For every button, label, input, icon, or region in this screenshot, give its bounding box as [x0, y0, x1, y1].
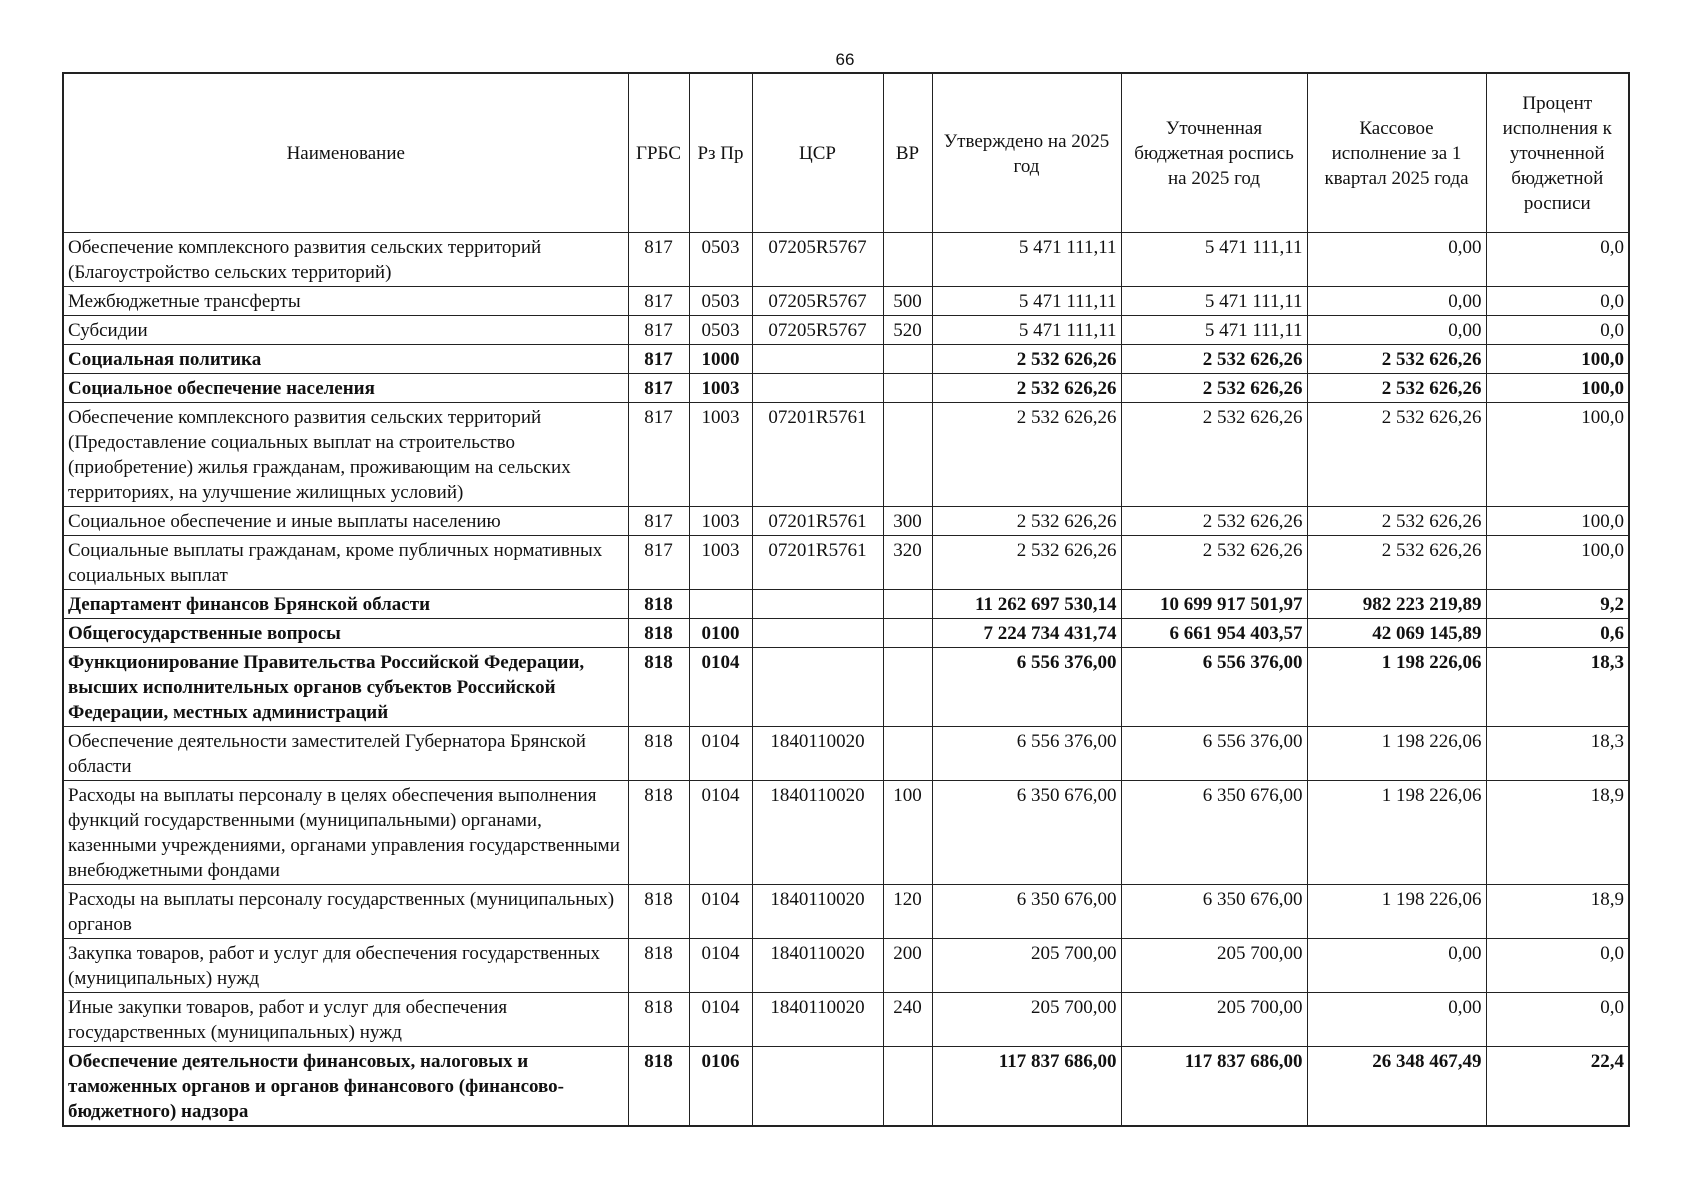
- cell-approved: 2 532 626,26: [932, 403, 1121, 507]
- cell-grbs: 818: [628, 619, 689, 648]
- cell-csr: [752, 590, 883, 619]
- cell-rzpr: 0503: [689, 316, 752, 345]
- cell-cash: 1 198 226,06: [1307, 781, 1486, 885]
- cell-rzpr: 0503: [689, 233, 752, 287]
- cell-cash: 0,00: [1307, 287, 1486, 316]
- budget-table: [62, 72, 1630, 1127]
- cell-name: Социальное обеспечение населения: [63, 374, 628, 403]
- cell-cash: 2 532 626,26: [1307, 507, 1486, 536]
- cell-name: Обеспечение комплексного развития сельских территорий (Предоставление социальных выплат на строительство (приобретение) жилья гражданам, проживающим на сельских территориях, на улучшение жилищных условий): [63, 403, 628, 507]
- cell-name: Социальная политика: [63, 345, 628, 374]
- cell-percent: 100,0: [1486, 507, 1629, 536]
- cell-grbs: 817: [628, 233, 689, 287]
- cell-percent: 9,2: [1486, 590, 1629, 619]
- cell-cash: 26 348 467,49: [1307, 1047, 1486, 1127]
- cell-name: Общегосударственные вопросы: [63, 619, 628, 648]
- cell-vr: 100: [883, 781, 932, 885]
- cell-rzpr: 0104: [689, 993, 752, 1047]
- table-row: [63, 507, 1629, 536]
- cell-name: Расходы на выплаты персоналу в целях обеспечения выполнения функций государственными (муниципальными) органами, казенными учреждениями, органами управления государственными внебюджетными фондами: [63, 781, 628, 885]
- cell-grbs: 817: [628, 287, 689, 316]
- cell-approved: 7 224 734 431,74: [932, 619, 1121, 648]
- cell-csr: [752, 648, 883, 727]
- cell-grbs: 817: [628, 345, 689, 374]
- header-percent: Процент исполнения к уточненной бюджетной росписи: [1486, 73, 1629, 233]
- cell-percent: 0,0: [1486, 993, 1629, 1047]
- cell-percent: 18,3: [1486, 648, 1629, 727]
- cell-cash: 2 532 626,26: [1307, 374, 1486, 403]
- cell-cash: 982 223 219,89: [1307, 590, 1486, 619]
- table-row: [63, 287, 1629, 316]
- cell-vr: 200: [883, 939, 932, 993]
- cell-vr: 240: [883, 993, 932, 1047]
- table-row: [63, 885, 1629, 939]
- cell-vr: [883, 1047, 932, 1127]
- cell-name: Социальные выплаты гражданам, кроме публичных нормативных социальных выплат: [63, 536, 628, 590]
- cell-rzpr: 0503: [689, 287, 752, 316]
- cell-vr: [883, 374, 932, 403]
- cell-name: Иные закупки товаров, работ и услуг для обеспечения государственных (муниципальных) нужд: [63, 993, 628, 1047]
- cell-cash: 0,00: [1307, 993, 1486, 1047]
- cell-vr: [883, 233, 932, 287]
- cell-approved: 205 700,00: [932, 939, 1121, 993]
- header-refined: Уточненная бюджетная роспись на 2025 год: [1121, 73, 1307, 233]
- cell-grbs: 818: [628, 727, 689, 781]
- cell-vr: [883, 619, 932, 648]
- cell-grbs: 817: [628, 374, 689, 403]
- cell-cash: 42 069 145,89: [1307, 619, 1486, 648]
- cell-name: Межбюджетные трансферты: [63, 287, 628, 316]
- cell-rzpr: 1003: [689, 507, 752, 536]
- cell-name: Департамент финансов Брянской области: [63, 590, 628, 619]
- cell-approved: 6 556 376,00: [932, 727, 1121, 781]
- cell-refined: 5 471 111,11: [1121, 233, 1307, 287]
- cell-csr: 07205R5767: [752, 233, 883, 287]
- header-approved: Утверждено на 2025 год: [932, 73, 1121, 233]
- cell-vr: 300: [883, 507, 932, 536]
- table-row: [63, 619, 1629, 648]
- cell-percent: 100,0: [1486, 345, 1629, 374]
- cell-grbs: 818: [628, 648, 689, 727]
- cell-vr: [883, 727, 932, 781]
- cell-vr: [883, 648, 932, 727]
- header-cash: Кассовое исполнение за 1 квартал 2025 года: [1307, 73, 1486, 233]
- cell-percent: 0,0: [1486, 233, 1629, 287]
- page-number: 66: [835, 50, 855, 69]
- header-rzpr: Рз Пр: [689, 73, 752, 233]
- cell-percent: 18,9: [1486, 885, 1629, 939]
- cell-percent: 0,0: [1486, 939, 1629, 993]
- cell-vr: 500: [883, 287, 932, 316]
- cell-approved: 11 262 697 530,14: [932, 590, 1121, 619]
- cell-approved: 6 556 376,00: [932, 648, 1121, 727]
- cell-percent: 100,0: [1486, 374, 1629, 403]
- table-row: [63, 993, 1629, 1047]
- cell-grbs: 817: [628, 316, 689, 345]
- cell-cash: 2 532 626,26: [1307, 345, 1486, 374]
- cell-csr: 1840110020: [752, 885, 883, 939]
- cell-cash: 0,00: [1307, 233, 1486, 287]
- cell-approved: 2 532 626,26: [932, 507, 1121, 536]
- table-row: [63, 345, 1629, 374]
- cell-csr: [752, 345, 883, 374]
- cell-percent: 0,0: [1486, 287, 1629, 316]
- cell-name: Функционирование Правительства Российской Федерации, высших исполнительных органов субъектов Российской Федерации, местных администраций: [63, 648, 628, 727]
- cell-refined: 10 699 917 501,97: [1121, 590, 1307, 619]
- header-vr: ВР: [883, 73, 932, 233]
- cell-csr: [752, 619, 883, 648]
- table-row: [63, 939, 1629, 993]
- table-row: [63, 403, 1629, 507]
- cell-rzpr: 1000: [689, 345, 752, 374]
- cell-grbs: 817: [628, 507, 689, 536]
- cell-refined: 117 837 686,00: [1121, 1047, 1307, 1127]
- cell-refined: 6 661 954 403,57: [1121, 619, 1307, 648]
- cell-rzpr: 0104: [689, 727, 752, 781]
- cell-csr: 1840110020: [752, 727, 883, 781]
- cell-refined: 6 350 676,00: [1121, 781, 1307, 885]
- cell-name: Расходы на выплаты персоналу государственных (муниципальных) органов: [63, 885, 628, 939]
- cell-vr: 520: [883, 316, 932, 345]
- cell-refined: 5 471 111,11: [1121, 316, 1307, 345]
- cell-cash: 1 198 226,06: [1307, 885, 1486, 939]
- cell-rzpr: 0104: [689, 648, 752, 727]
- table-row: [63, 316, 1629, 345]
- cell-csr: 1840110020: [752, 993, 883, 1047]
- cell-approved: 2 532 626,26: [932, 536, 1121, 590]
- cell-percent: 18,9: [1486, 781, 1629, 885]
- table-row: [63, 590, 1629, 619]
- cell-rzpr: 1003: [689, 403, 752, 507]
- cell-percent: 0,6: [1486, 619, 1629, 648]
- cell-refined: 6 556 376,00: [1121, 648, 1307, 727]
- cell-cash: 0,00: [1307, 939, 1486, 993]
- table-body: [63, 233, 1629, 1127]
- cell-approved: 2 532 626,26: [932, 345, 1121, 374]
- cell-grbs: 818: [628, 993, 689, 1047]
- cell-refined: 2 532 626,26: [1121, 345, 1307, 374]
- cell-csr: 1840110020: [752, 939, 883, 993]
- cell-refined: 2 532 626,26: [1121, 374, 1307, 403]
- cell-cash: 0,00: [1307, 316, 1486, 345]
- table-row: [63, 233, 1629, 287]
- cell-cash: 1 198 226,06: [1307, 727, 1486, 781]
- table-row: [63, 781, 1629, 885]
- table-row: [63, 374, 1629, 403]
- cell-grbs: 817: [628, 403, 689, 507]
- cell-refined: 205 700,00: [1121, 939, 1307, 993]
- cell-refined: 2 532 626,26: [1121, 403, 1307, 507]
- cell-name: Социальное обеспечение и иные выплаты населению: [63, 507, 628, 536]
- cell-csr: 07205R5767: [752, 287, 883, 316]
- cell-csr: 1840110020: [752, 781, 883, 885]
- cell-rzpr: 0106: [689, 1047, 752, 1127]
- cell-approved: 2 532 626,26: [932, 374, 1121, 403]
- cell-vr: 120: [883, 885, 932, 939]
- cell-csr: 07201R5761: [752, 507, 883, 536]
- cell-cash: 2 532 626,26: [1307, 403, 1486, 507]
- cell-vr: [883, 403, 932, 507]
- cell-percent: 100,0: [1486, 536, 1629, 590]
- cell-refined: 2 532 626,26: [1121, 536, 1307, 590]
- cell-approved: 6 350 676,00: [932, 885, 1121, 939]
- cell-rzpr: 0104: [689, 885, 752, 939]
- cell-name: Обеспечение деятельности заместителей Губернатора Брянской области: [63, 727, 628, 781]
- cell-csr: [752, 1047, 883, 1127]
- cell-grbs: 817: [628, 536, 689, 590]
- cell-name: Обеспечение деятельности финансовых, налоговых и таможенных органов и органов финансового (финансово-бюджетного) надзора: [63, 1047, 628, 1127]
- header-row: [63, 73, 1629, 233]
- cell-csr: [752, 374, 883, 403]
- cell-percent: 0,0: [1486, 316, 1629, 345]
- cell-grbs: 818: [628, 885, 689, 939]
- cell-vr: [883, 345, 932, 374]
- cell-refined: 6 350 676,00: [1121, 885, 1307, 939]
- cell-percent: 22,4: [1486, 1047, 1629, 1127]
- cell-grbs: 818: [628, 781, 689, 885]
- cell-vr: [883, 590, 932, 619]
- table-row: [63, 536, 1629, 590]
- cell-approved: 5 471 111,11: [932, 233, 1121, 287]
- cell-grbs: 818: [628, 1047, 689, 1127]
- cell-approved: 5 471 111,11: [932, 287, 1121, 316]
- cell-percent: 18,3: [1486, 727, 1629, 781]
- cell-name: Обеспечение комплексного развития сельских территорий (Благоустройство сельских территорий): [63, 233, 628, 287]
- cell-refined: 2 532 626,26: [1121, 507, 1307, 536]
- cell-csr: 07205R5767: [752, 316, 883, 345]
- cell-rzpr: 0100: [689, 619, 752, 648]
- cell-rzpr: 1003: [689, 374, 752, 403]
- cell-rzpr: 1003: [689, 536, 752, 590]
- cell-rzpr: 0104: [689, 781, 752, 885]
- header-name: Наименование: [63, 73, 628, 233]
- header-grbs: ГРБС: [628, 73, 689, 233]
- cell-vr: 320: [883, 536, 932, 590]
- cell-rzpr: 0104: [689, 939, 752, 993]
- cell-percent: 100,0: [1486, 403, 1629, 507]
- cell-cash: 1 198 226,06: [1307, 648, 1486, 727]
- cell-grbs: 818: [628, 590, 689, 619]
- cell-refined: 5 471 111,11: [1121, 287, 1307, 316]
- cell-refined: 6 556 376,00: [1121, 727, 1307, 781]
- cell-approved: 5 471 111,11: [932, 316, 1121, 345]
- table-row: [63, 648, 1629, 727]
- cell-grbs: 818: [628, 939, 689, 993]
- cell-rzpr: [689, 590, 752, 619]
- cell-csr: 07201R5761: [752, 403, 883, 507]
- header-csr: ЦСР: [752, 73, 883, 233]
- cell-cash: 2 532 626,26: [1307, 536, 1486, 590]
- cell-approved: 205 700,00: [932, 993, 1121, 1047]
- cell-csr: 07201R5761: [752, 536, 883, 590]
- cell-refined: 205 700,00: [1121, 993, 1307, 1047]
- table-row: [63, 727, 1629, 781]
- cell-approved: 6 350 676,00: [932, 781, 1121, 885]
- cell-name: Субсидии: [63, 316, 628, 345]
- cell-approved: 117 837 686,00: [932, 1047, 1121, 1127]
- cell-name: Закупка товаров, работ и услуг для обеспечения государственных (муниципальных) нужд: [63, 939, 628, 993]
- table-row: [63, 1047, 1629, 1127]
